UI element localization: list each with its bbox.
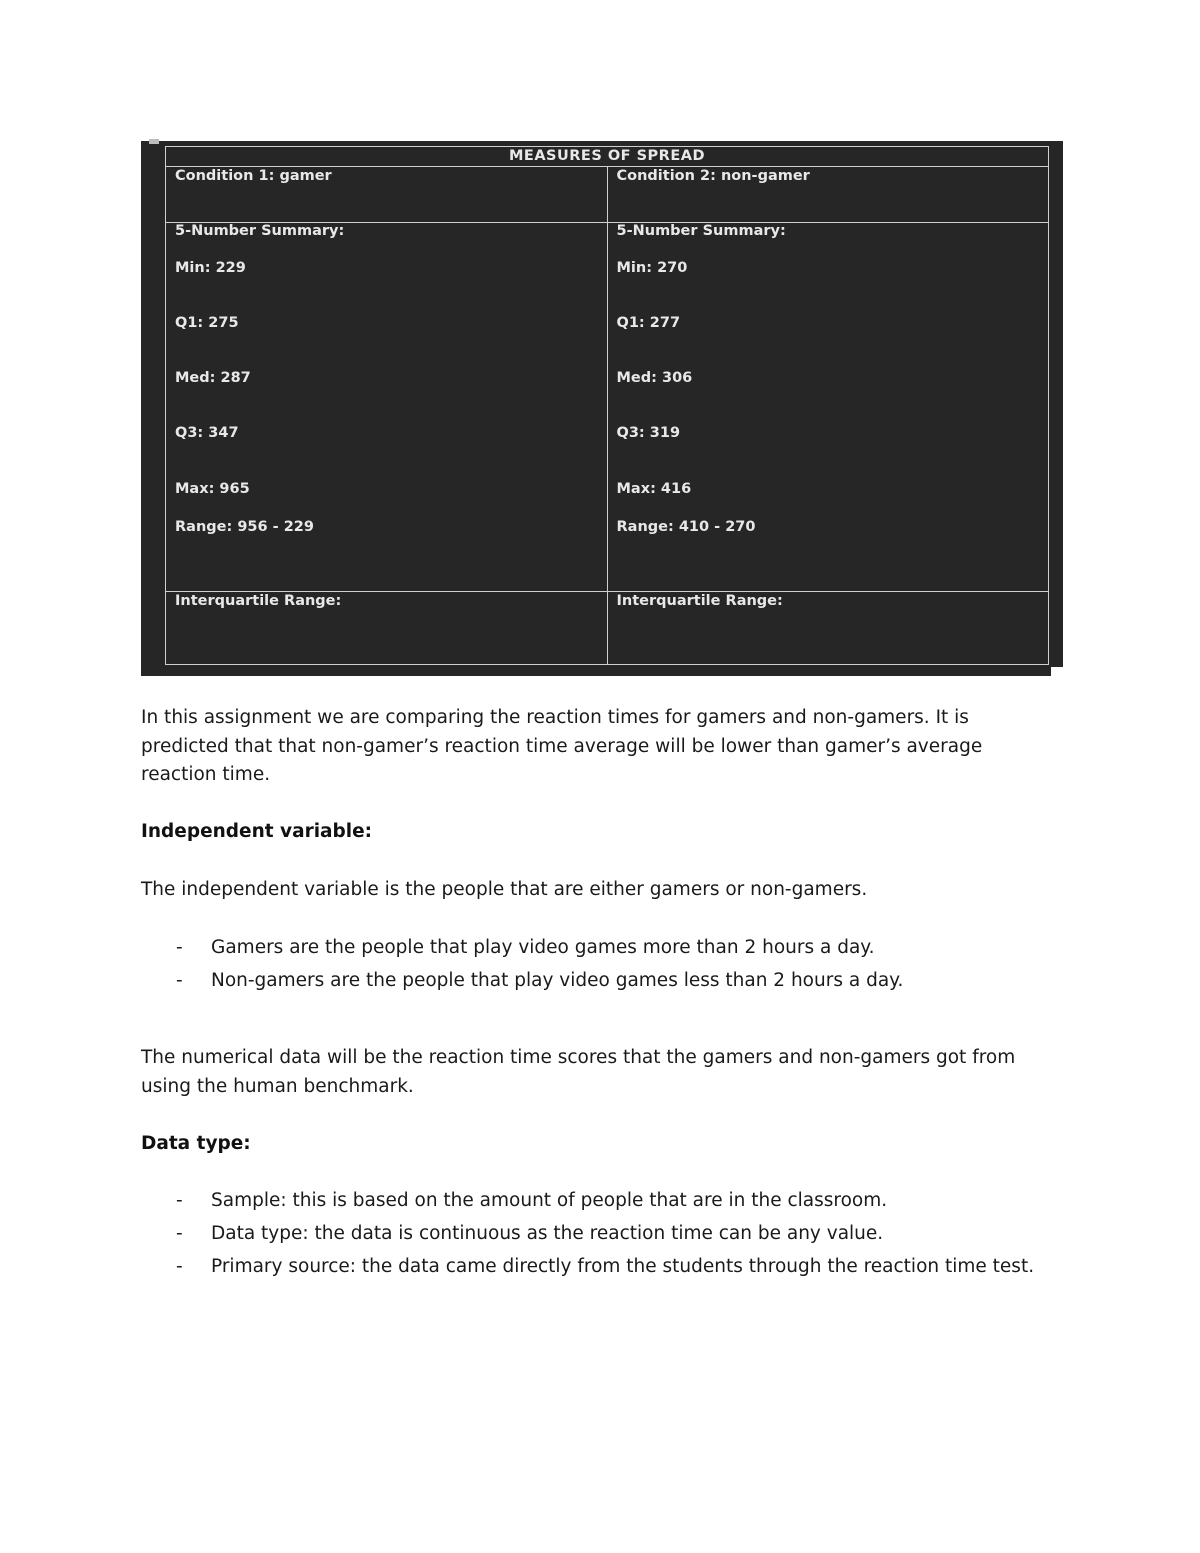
min-value: Min: 270: [616, 260, 688, 276]
bullet-marker: -: [176, 1190, 183, 1211]
independent-variable-description: The independent variable is the people that are either gamers or non-gamers.: [141, 879, 868, 900]
independent-variable-heading: Independent variable:: [141, 821, 373, 842]
numerical-data-paragraph: The numerical data will be the reaction time scores that the gamers and non-gamers got from using the human benchmark.: [141, 1047, 1016, 1097]
summary-label: 5-Number Summary:: [616, 223, 786, 239]
condition-1-heading: Condition 1: gamer: [166, 167, 608, 223]
table-title: MEASURES OF SPREAD: [166, 147, 1049, 167]
max-value: Max: 965: [175, 481, 250, 497]
q3-value: Q3: 319: [616, 425, 681, 441]
bullet-marker: -: [176, 1256, 183, 1277]
q1-value: Q1: 275: [175, 315, 239, 331]
measures-of-spread-image: [141, 141, 1063, 676]
condition-2-summary: [607, 223, 1049, 592]
list-item-text: Gamers are the people that play video games more than 2 hours a day.: [211, 937, 875, 958]
median-value: Med: 287: [175, 370, 251, 386]
summary-label: 5-Number Summary:: [175, 223, 345, 239]
list-item-text: Data type: the data is continuous as the reaction time can be any value.: [211, 1223, 884, 1244]
bullet-marker: -: [176, 970, 183, 991]
corner-mark: [149, 139, 159, 144]
condition-2-iqr: Interquartile Range:: [607, 592, 1049, 665]
q1-value: Q1: 277: [616, 315, 681, 331]
condition-2-heading: Condition 2: non-gamer: [607, 167, 1049, 223]
list-item-text: Primary source: the data came directly from the students through the reaction time test.: [211, 1256, 1035, 1277]
intro-paragraph: In this assignment we are comparing the reaction times for gamers and non-gamers. It is predicted that that non-gamer’s reaction time average will be lower than gamer’s average reaction time.: [141, 707, 983, 785]
range-value: Range: 410 - 270: [616, 519, 756, 535]
max-value: Max: 416: [616, 481, 692, 497]
measures-of-spread-table: [165, 146, 1049, 665]
bullet-marker: -: [176, 1223, 183, 1244]
data-type-heading: Data type:: [141, 1133, 251, 1154]
q3-value: Q3: 347: [175, 425, 239, 441]
condition-1-iqr: Interquartile Range:: [166, 592, 608, 665]
range-value: Range: 956 - 229: [175, 519, 314, 535]
list-item-text: Sample: this is based on the amount of people that are in the classroom.: [211, 1190, 888, 1211]
median-value: Med: 306: [616, 370, 693, 386]
min-value: Min: 229: [175, 260, 246, 276]
image-edge: [1051, 667, 1065, 677]
bullet-marker: -: [176, 937, 183, 958]
list-item-text: Non-gamers are the people that play video games less than 2 hours a day.: [211, 970, 904, 991]
condition-1-summary: [166, 223, 608, 592]
